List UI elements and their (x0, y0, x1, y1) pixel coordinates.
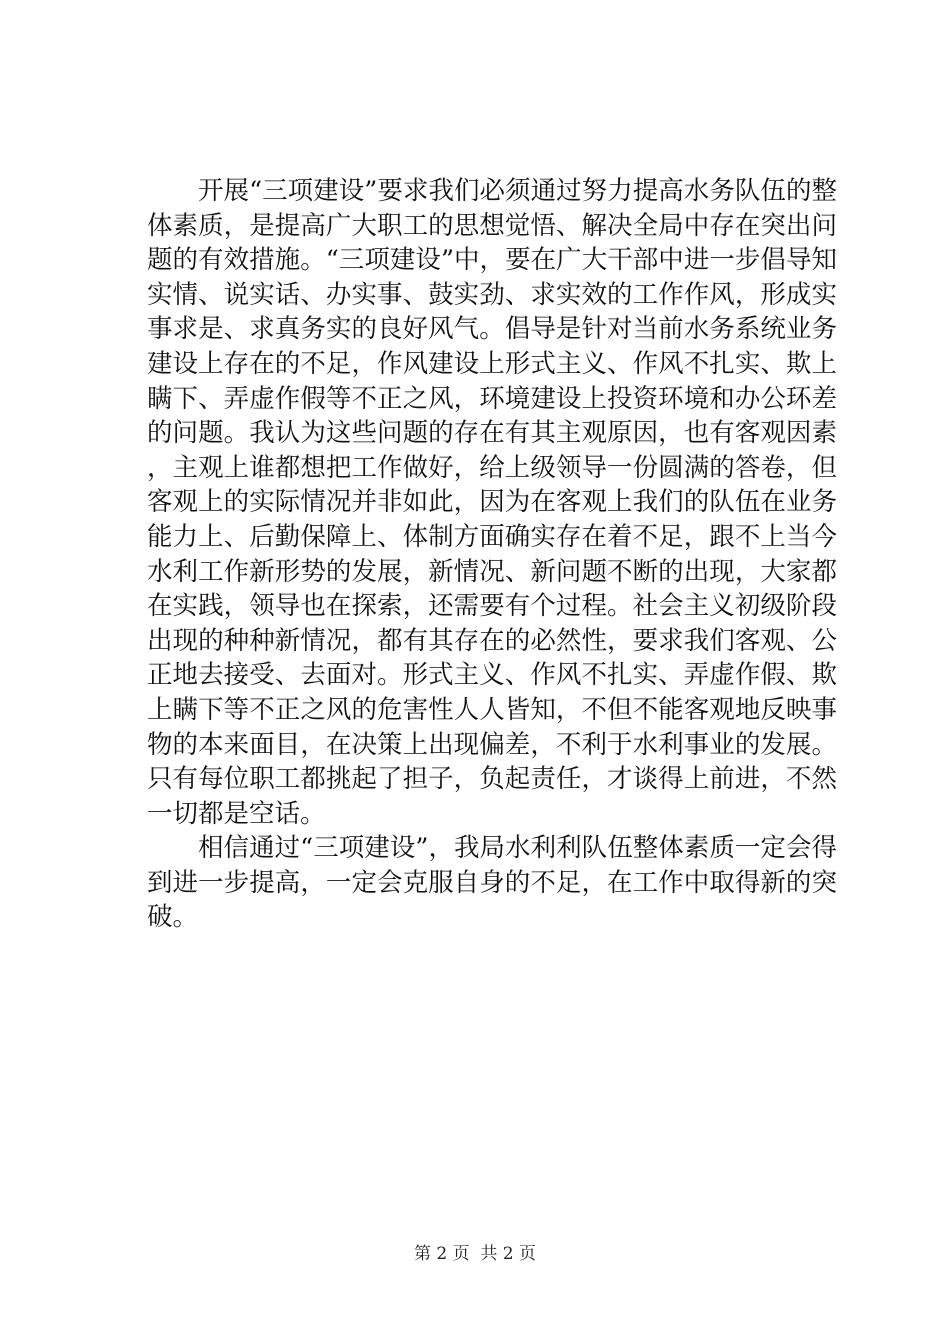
document-body (147, 174, 837, 935)
page-footer (0, 1243, 950, 1265)
paragraph: 相信通过“三项建设”，我局水利利队伍整体素质一定会得到进一步提高，一定会克服自身的不足，在工作中取得新的突破。 (147, 833, 837, 933)
paragraph: 开展“三项建设”要求我们必须通过努力提高水务队伍的整体素质，是提高广大职工的思想觉悟、解决全局中存在突出问题的有效措施。“三项建设”中，要在广大干部中进一步倡导知实情、说实话、办实事、鼓实劲、求实效的工作作风，形成实事求是、求真务实的良好风气。倡导是针对当前水务系统业务建设上存在的不足，作风建设上形式主义、作风不扎实、欺上瞒下、弄虚作假等不正之风，环境建设上投资环境和办公环差的问题。我认为这些问题的存在有其主观原因，也有客观因素，主观上谁都想把工作做好，给上级领导一份圆满的答卷，但客观上的实际情况并非如此，因为在客观上我们的队伍在业务能力上、后勤保障上、体制方面确实存在着不足，跟不上当今水利工作新形势的发展，新情况、新问题不断的出现，大家都在实践，领导也在探索，还需要有个过程。社会主义初级阶段出现的种种新情况，都有其存在的必然性，要求我们客观、公正地去接受、去面对。形式主义、作风不扎实、弄虚作假、欺上瞒下等不正之风的危害性人人皆知，不但不能客观地反映事物的本来面目，在决策上出现偏差，不利于水利事业的发展。只有每位职工都挑起了担子，负起责任，才谈得上前进，不然一切都是空话。 (147, 176, 837, 829)
page-number: 第 2 页 共 2 页 (413, 1244, 537, 1264)
